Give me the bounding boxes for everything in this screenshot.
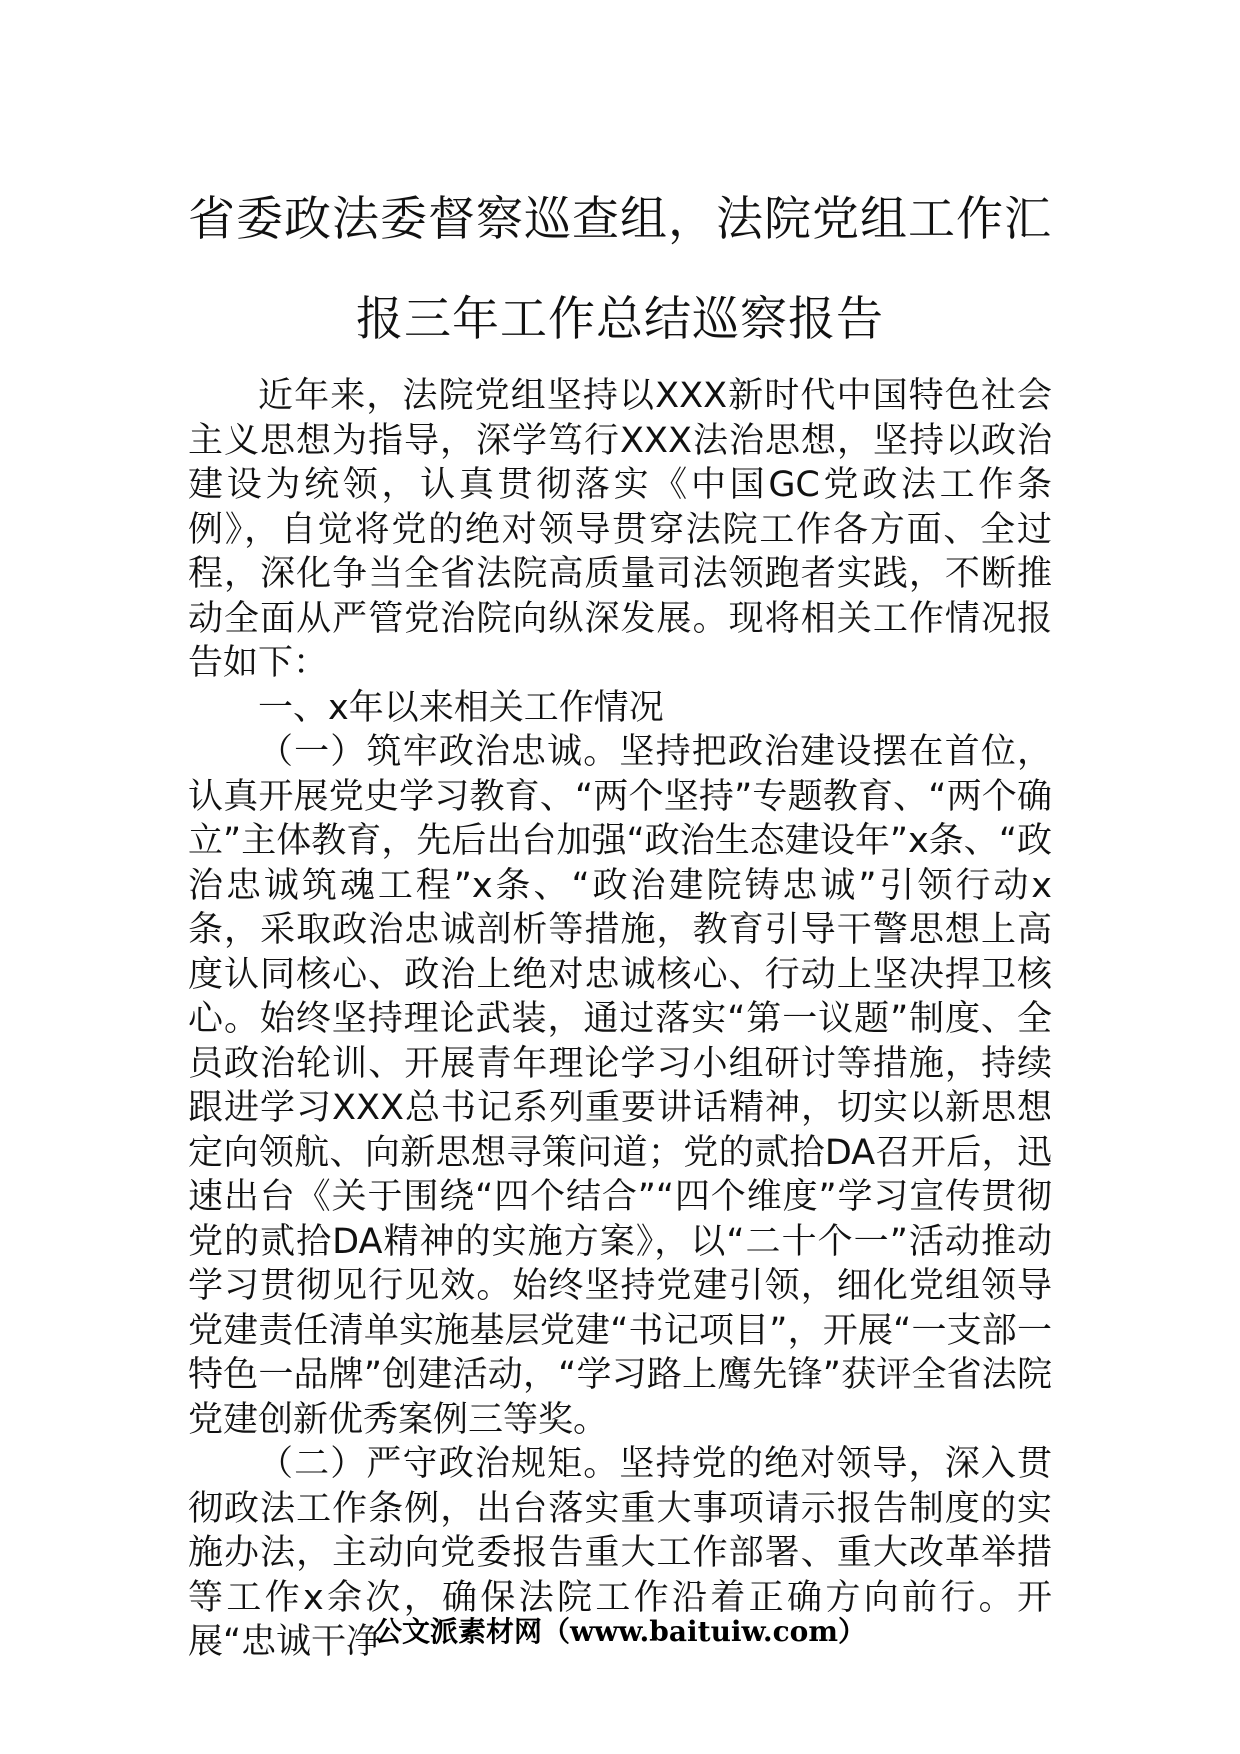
- paragraph-political-loyalty: （一）筑牢政治忠诚。坚持把政治建设摆在首位，认真开展党史学习教育、“两个坚持”专题教育、“两个确立”主体教育，先后出台加强“政治生态建设年”x条、“政治忠诚筑魂工程”x条、“政治建院铸忠诚”引领行动x条，采取政治忠诚剖析等措施，教育引导干警思想上高度认同核心、政治上绝对忠诚核心、行动上坚决捍卫核心。始终坚持理论武装，通过落实“第一议题”制度、全员政治轮训、开展青年理论学习小组研讨等措施，持续跟进学习XXX总书记系列重要讲话精神，切实以新思想定向领航、向新思想寻策问道；党的贰拾DA召开后，迅速出台《关于围绕“四个结合”“四个维度”学习宣传贯彻党的贰拾DA精神的实施方案》，以“二十个一”活动推动学习贯彻见行见效。始终坚持党建引领，细化党组领导党建责任清单实施基层党建“书记项目”，开展“一支部一特色一品牌”创建活动，“学习路上鹰先锋”获评全省法院党建创新优秀案例三等奖。: [188, 732, 1052, 1440]
- document-page: [188, 170, 1052, 1665]
- document-body: [188, 374, 1052, 1665]
- paragraph-political-rules: （二）严守政治规矩。坚持党的绝对领导，深入贯彻政法工作条例，出台落实重大事项请示报告制度的实施办法，主动向党委报告重大工作部署、重大改革举措等工作x余次，确保法院工作沿着正确方向前行。开展“忠诚干净: [188, 1444, 1052, 1662]
- title-line-2: 报三年工作总结巡察报告: [356, 292, 884, 347]
- intro-paragraph: 近年来，法院党组坚持以XXX新时代中国特色社会主义思想为指导，深学笃行XXX法治思想，坚持以政治建设为统领，认真贯彻落实《中国GC党政法工作条例》，自觉将党的绝对领导贯穿法院工作各方面、全过程，深化争当全省法院高质量司法领跑者实践，不断推动全面从严管党治院向纵深发展。现将相关工作情况报告如下：: [188, 376, 1052, 683]
- document-title: [188, 170, 1052, 370]
- section-heading: 一、x年以来相关工作情况: [258, 687, 664, 728]
- footer-watermark: 公文派素材网（www.baituiw.com）: [374, 1615, 866, 1648]
- title-line-1: 省委政法委督察巡查组，法院党组工作汇: [188, 192, 1052, 247]
